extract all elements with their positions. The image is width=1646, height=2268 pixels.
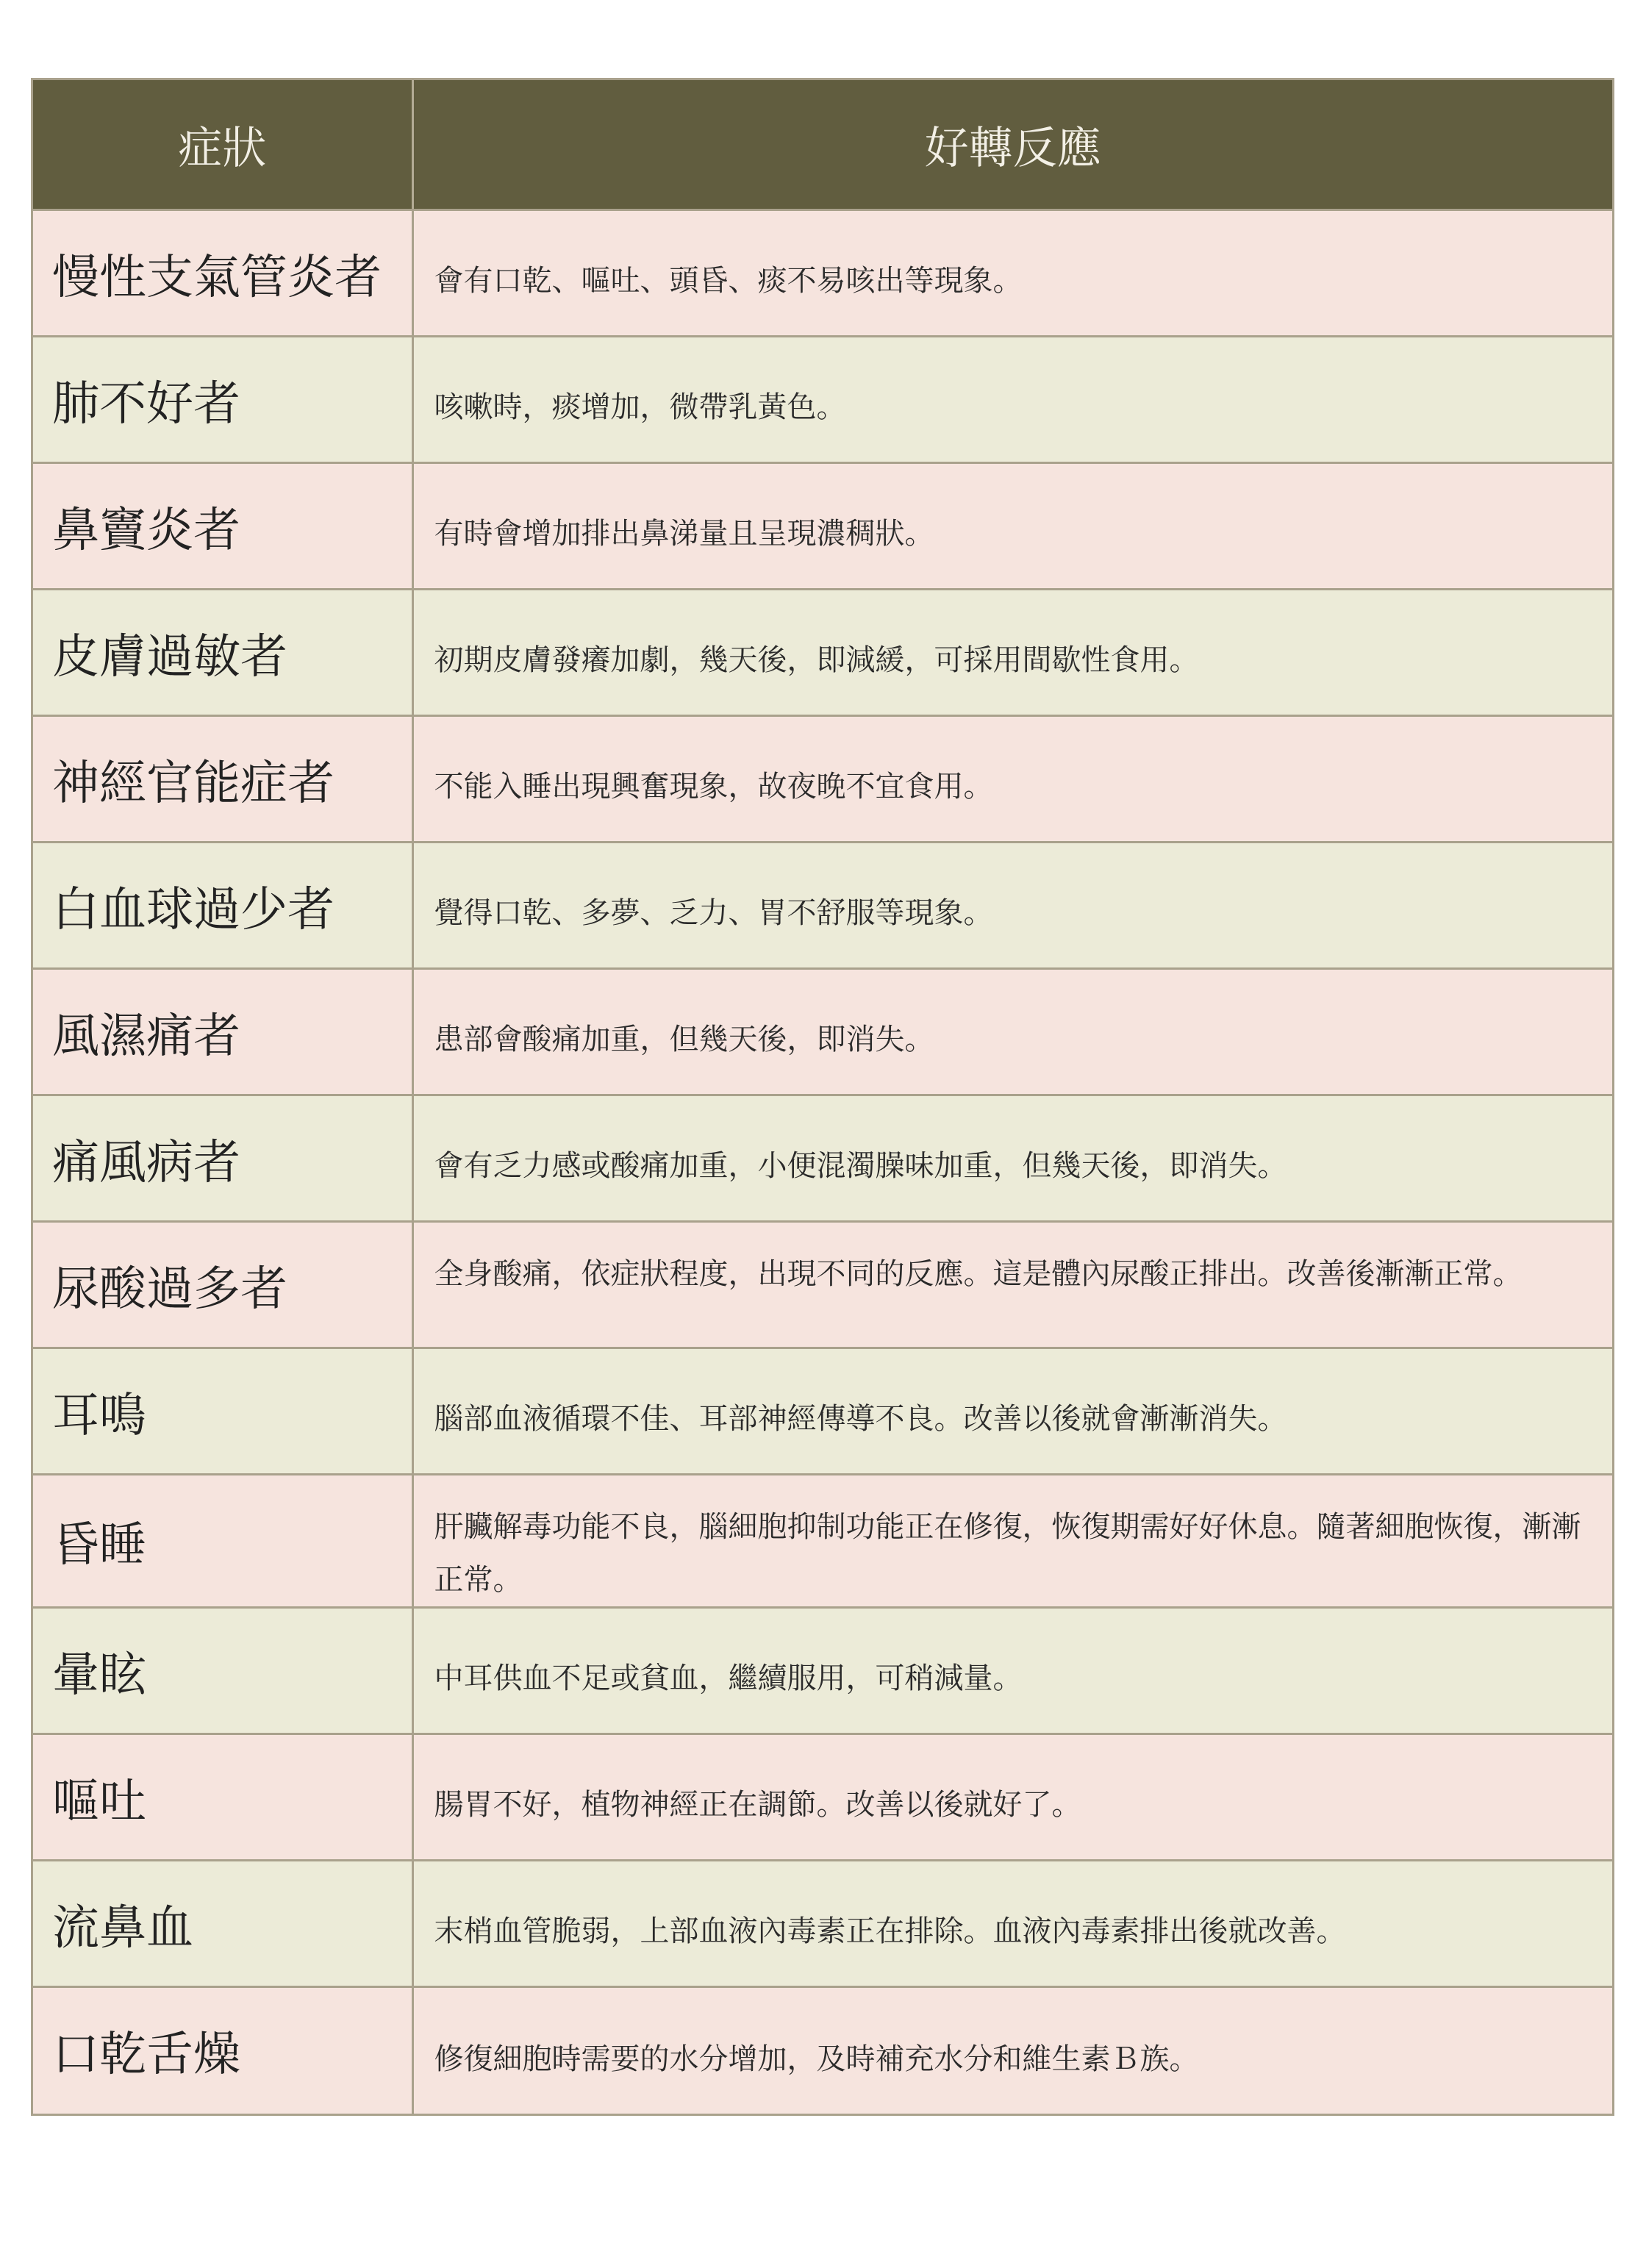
table-row (33, 1608, 1612, 1734)
table-row (33, 1475, 1612, 1608)
symptom-cell: 鼻竇炎者 (33, 463, 412, 590)
table-row (33, 969, 1612, 1095)
table-row (33, 843, 1612, 969)
symptom-cell: 暈眩 (33, 1608, 412, 1734)
table-row (33, 590, 1612, 716)
header-symptom: 症狀 (33, 80, 412, 210)
reaction-cell: 有時會增加排出鼻涕量且呈現濃稠狀。 (412, 463, 1612, 590)
table-row (33, 1987, 1612, 2114)
symptom-cell: 尿酸過多者 (33, 1222, 412, 1348)
symptom-cell: 慢性支氣管炎者 (33, 210, 412, 337)
reaction-cell: 腸胃不好，植物神經正在調節。改善以後就好了。 (412, 1734, 1612, 1861)
reaction-cell: 肝臟解毒功能不良，腦細胞抑制功能正在修復，恢復期需好好休息。隨著細胞恢復，漸漸正常。 (412, 1475, 1612, 1608)
symptom-cell: 白血球過少者 (33, 843, 412, 969)
reaction-cell: 腦部血液循環不佳、耳部神經傳導不良。改善以後就會漸漸消失。 (412, 1348, 1612, 1475)
symptom-cell: 口乾舌燥 (33, 1987, 412, 2114)
symptom-cell: 風濕痛者 (33, 969, 412, 1095)
reaction-cell: 會有口乾、嘔吐、頭昏、痰不易咳出等現象。 (412, 210, 1612, 337)
header-reaction: 好轉反應 (412, 80, 1612, 210)
table-row (33, 337, 1612, 463)
symptom-cell: 嘔吐 (33, 1734, 412, 1861)
reaction-cell: 覺得口乾、多夢、乏力、胃不舒服等現象。 (412, 843, 1612, 969)
table-row (33, 463, 1612, 590)
reaction-cell: 咳嗽時，痰增加，微帶乳黃色。 (412, 337, 1612, 463)
symptom-cell: 痛風病者 (33, 1095, 412, 1222)
reaction-cell: 修復細胞時需要的水分增加，及時補充水分和維生素Ｂ族。 (412, 1987, 1612, 2114)
symptom-cell: 肺不好者 (33, 337, 412, 463)
symptom-reaction-table-container (31, 78, 1614, 2116)
table-row (33, 1861, 1612, 1987)
reaction-cell: 全身酸痛，依症狀程度，出現不同的反應。這是體內尿酸正排出。改善後漸漸正常。 (412, 1222, 1612, 1348)
table-header-row (33, 80, 1612, 210)
reaction-cell: 中耳供血不足或貧血，繼續服用，可稍減量。 (412, 1608, 1612, 1734)
symptom-cell: 昏睡 (33, 1475, 412, 1608)
symptom-cell: 皮膚過敏者 (33, 590, 412, 716)
symptom-cell: 神經官能症者 (33, 716, 412, 843)
table-row (33, 1222, 1612, 1348)
symptom-cell: 耳鳴 (33, 1348, 412, 1475)
table-row (33, 1734, 1612, 1861)
table-row (33, 210, 1612, 337)
table-row (33, 1348, 1612, 1475)
reaction-cell: 初期皮膚發癢加劇，幾天後，即減緩，可採用間歇性食用。 (412, 590, 1612, 716)
symptom-cell: 流鼻血 (33, 1861, 412, 1987)
reaction-cell: 不能入睡出現興奮現象，故夜晚不宜食用。 (412, 716, 1612, 843)
table-row (33, 716, 1612, 843)
reaction-cell: 末梢血管脆弱，上部血液內毒素正在排除。血液內毒素排出後就改善。 (412, 1861, 1612, 1987)
table-row (33, 1095, 1612, 1222)
reaction-cell: 會有乏力感或酸痛加重，小便混濁臊味加重，但幾天後，即消失。 (412, 1095, 1612, 1222)
symptom-reaction-table (33, 80, 1612, 2114)
reaction-cell: 患部會酸痛加重，但幾天後，即消失。 (412, 969, 1612, 1095)
